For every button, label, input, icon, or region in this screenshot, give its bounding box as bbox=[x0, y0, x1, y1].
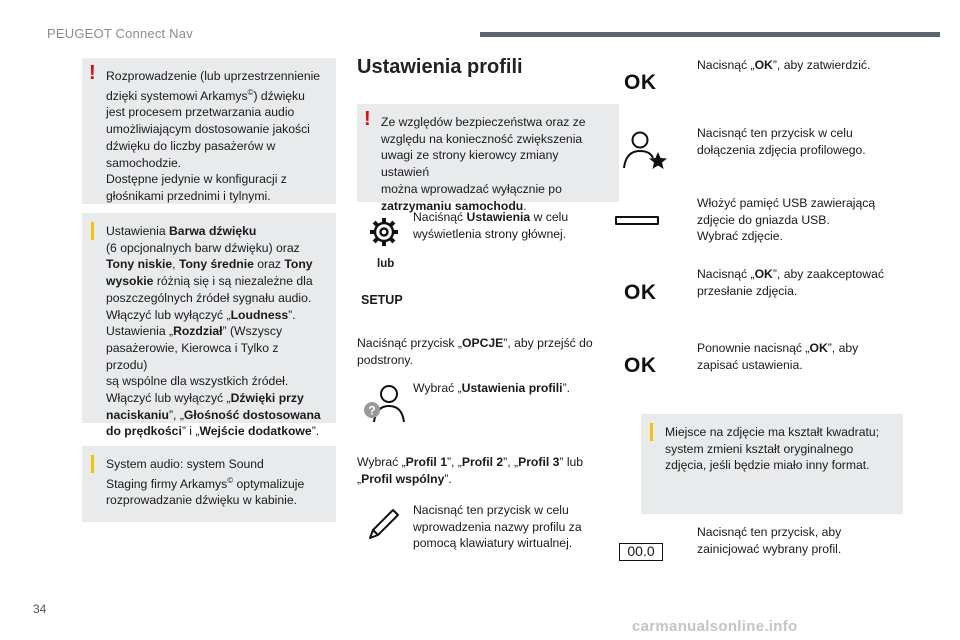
text-line: Ze względów bezpieczeństwa oraz ze bbox=[381, 115, 586, 129]
text-line: Wybrać zdjęcie. bbox=[697, 229, 783, 244]
step-profile-settings bbox=[413, 380, 613, 397]
usb-slot-icon bbox=[615, 216, 659, 225]
header-bar bbox=[480, 32, 940, 37]
lub-label: lub bbox=[377, 258, 395, 270]
text-line: zatrzymaniu samochodu. bbox=[381, 198, 527, 213]
info-box-sound-settings bbox=[82, 213, 336, 439]
setup-button[interactable]: SETUP bbox=[361, 293, 403, 307]
step-options bbox=[357, 335, 619, 368]
info-mark-icon bbox=[91, 455, 94, 473]
text-line: Wybrać „Ustawienia profili”. bbox=[413, 381, 571, 395]
text-line: umożliwiającym dostosowanie jakości bbox=[106, 122, 310, 137]
text-line: Nacisnąć „OK”, aby zatwierdzić. bbox=[697, 58, 871, 72]
text-line: Ustawienia „Rozdział” (Wszyscy bbox=[106, 324, 283, 339]
text-line: Nacisnąć ten przycisk w celu bbox=[413, 503, 569, 517]
text-line: system zmieni kształt oryginalnego bbox=[665, 441, 854, 456]
text-line: Tony niskie, Tony średnie oraz Tony bbox=[106, 257, 313, 272]
text-line: Nacisnąć „OK”, aby zaakceptować bbox=[697, 267, 884, 281]
svg-text:?: ? bbox=[368, 403, 376, 418]
text-line: jest procesem przetwarzania audio bbox=[106, 105, 295, 120]
text-line: Staging firmy Arkamys© optymalizuje bbox=[106, 475, 305, 491]
text-line: Ustawienia Barwa dźwięku bbox=[106, 224, 257, 238]
text-line: dołączenia zdjęcia profilowego. bbox=[697, 142, 866, 157]
step-usb bbox=[697, 195, 917, 245]
text-line: poszczególnych źródeł sygnału audio. bbox=[106, 290, 312, 305]
step-add-photo bbox=[697, 125, 917, 158]
text-line: dźwięku do liczby pasażerów w bbox=[106, 138, 276, 153]
text-line: są wspólne dla wszystkich źródeł. bbox=[106, 374, 289, 389]
text-line: Miejsce na zdjęcie ma kształt kwadratu; bbox=[665, 425, 880, 439]
step-choose-profile bbox=[357, 454, 619, 487]
text-line: Naciśnąć przycisk „OPCJE”, aby przejść do bbox=[357, 336, 593, 350]
text-line: (6 opcjonalnych barw dźwięku) oraz bbox=[106, 240, 300, 255]
text-line: przesłanie zdjęcia. bbox=[697, 283, 798, 298]
text-line: wyświetlenia strony głównej. bbox=[413, 226, 567, 241]
text-line: Rozprowadzenie (lub uprzestrzennienie bbox=[106, 69, 321, 83]
step-initialize bbox=[697, 524, 917, 557]
text-line: wysokie różnią się i są niezależne dla bbox=[106, 274, 313, 289]
text-line: zainicjować wybrany profil. bbox=[697, 541, 842, 556]
text-line: naciskaniu”, „Głośność dostosowana bbox=[106, 407, 321, 422]
info-box-sound-staging bbox=[82, 446, 336, 522]
text-line: „Profil wspólny”. bbox=[357, 471, 452, 486]
header-title: PEUGEOT Connect Nav bbox=[47, 26, 193, 41]
text-line: Dostępne jedynie w konfiguracji z bbox=[106, 172, 287, 187]
text-line: Ponownie nacisnąć „OK”, aby bbox=[697, 341, 859, 355]
ok-button[interactable]: OK bbox=[624, 71, 657, 94]
warning-box-arkamys bbox=[82, 58, 336, 204]
text-line: podstrony. bbox=[357, 352, 414, 367]
text-line: Włączyć lub wyłączyć „Dźwięki przy bbox=[106, 391, 304, 406]
ok-button[interactable]: OK bbox=[624, 354, 657, 377]
text-line: wprowadzenia nazwy profilu za bbox=[413, 519, 582, 534]
text-line: System audio: system Sound bbox=[106, 457, 264, 471]
section-title: Ustawienia profili bbox=[357, 56, 523, 78]
info-box-photo-format bbox=[641, 414, 903, 514]
warning-icon: ! bbox=[364, 108, 371, 130]
text-line: zdjęcia, jeśli będzie miało inny format. bbox=[665, 458, 870, 473]
text-line: uwagi ze strony kierowcy zmiany ustawień bbox=[381, 148, 559, 180]
info-mark-icon bbox=[650, 423, 653, 441]
text-line: zdjęcie do gniazda USB. bbox=[697, 212, 830, 227]
text-line: Nacisnąć ten przycisk w celu bbox=[697, 126, 853, 140]
gear-icon[interactable] bbox=[368, 216, 400, 248]
info-mark-icon bbox=[91, 222, 94, 240]
profile-star-icon[interactable] bbox=[620, 130, 668, 172]
ok-button[interactable]: OK bbox=[624, 281, 657, 304]
initialize-profile-button[interactable]: 00.0 bbox=[619, 543, 663, 561]
text-line: Naciśnąć Ustawienia w celu bbox=[413, 210, 569, 224]
pencil-icon[interactable] bbox=[366, 506, 402, 542]
text-line: zapisać ustawienia. bbox=[697, 357, 803, 372]
text-line: względu na konieczność zwiększenia bbox=[381, 131, 583, 146]
profile-question-icon[interactable] bbox=[362, 382, 408, 424]
text-line: można wprowadzać wyłącznie po bbox=[381, 181, 562, 196]
text-line: Wybrać „Profil 1”, „Profil 2”, „Profil 3” lub bbox=[357, 455, 584, 469]
text-line: Nacisnąć ten przycisk, aby bbox=[697, 525, 842, 539]
page-number: 34 bbox=[33, 602, 47, 616]
watermark: carmanualsonline.info bbox=[632, 618, 798, 635]
step-save bbox=[697, 340, 917, 373]
text-line: do prędkości” i „Wejście dodatkowe”. bbox=[106, 424, 320, 439]
step-confirm bbox=[697, 57, 917, 74]
text-line: dzięki systemowi Arkamys©) dźwięku bbox=[106, 87, 305, 103]
warning-box-safety bbox=[357, 104, 619, 213]
text-line: rozprowadzanie dźwięku w kabinie. bbox=[106, 493, 298, 508]
text-line: samochodzie. bbox=[106, 155, 182, 170]
text-line: głośnikami przednimi i tylnymi. bbox=[106, 188, 271, 203]
text-line: Włożyć pamięć USB zawierającą bbox=[697, 196, 876, 210]
step-settings bbox=[413, 209, 613, 242]
text-line: Włączyć lub wyłączyć „Loudness”. bbox=[106, 307, 296, 322]
step-accept-photo bbox=[697, 266, 917, 299]
text-line: pasażerowie, Kierowca i Tylko z przodu) bbox=[106, 340, 279, 372]
step-virtual-keyboard bbox=[413, 502, 613, 552]
text-line: pomocą klawiatury wirtualnej. bbox=[413, 536, 573, 551]
warning-icon: ! bbox=[89, 62, 96, 84]
